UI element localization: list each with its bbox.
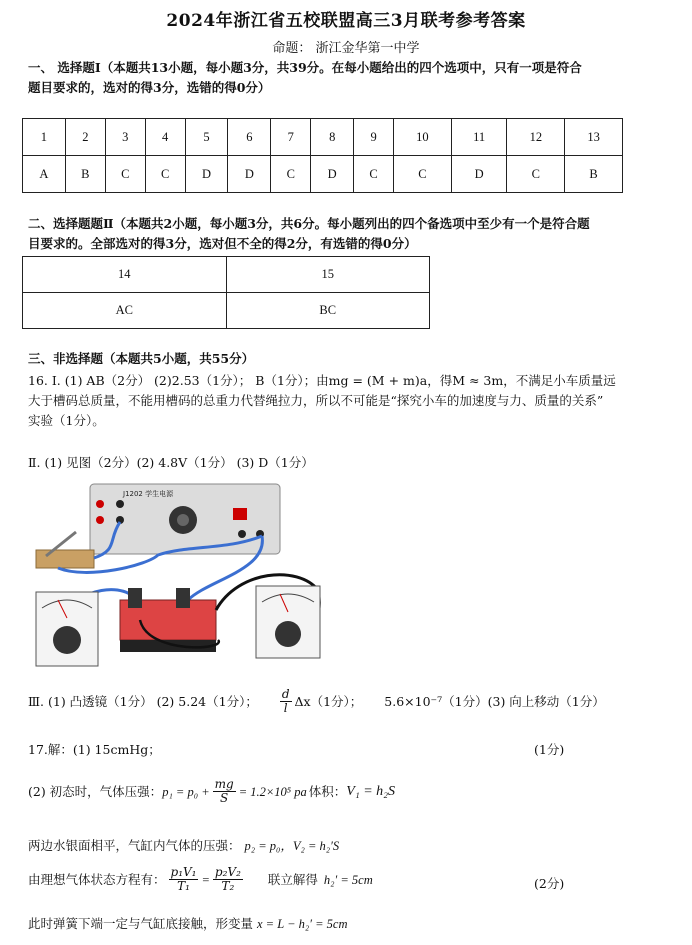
fraction-numerator: p₂V₂: [214, 865, 241, 879]
q-answer: C: [354, 156, 394, 193]
section3-heading: 三、非选择题（本题共5小题，共55分）: [28, 351, 255, 366]
section1-heading-line2: 题目要求的，选对的得3分，选错的得0分）: [28, 80, 271, 95]
equation-p2-v2: p₂ = p₀，V₂ = h₂′S: [244, 839, 340, 853]
q-answer: B: [65, 156, 105, 193]
q16-part3: [28, 688, 605, 715]
q16-part1-line2: 大于槽码总质量，不能用槽码的总重力代替绳拉力，所以不可能是“探究小车的加速度与力、质量的关系”: [28, 393, 604, 408]
section1-answer-table: [22, 118, 623, 193]
q17-part5: [28, 914, 348, 934]
q-answer: D: [451, 156, 507, 193]
q-answer: C: [394, 156, 452, 193]
fraction-d-over-l: [280, 688, 292, 715]
q17-part3: [28, 836, 339, 856]
section2-heading-line2: 目要求的。全部选对的得3分，选对但不全的得2分，有选错的得0分）: [28, 236, 417, 251]
circuit-photo: [28, 480, 328, 670]
fraction-denominator: T₂: [221, 879, 235, 893]
q17-part1-score: (1分): [534, 742, 565, 757]
q16-part3-c: 5.6×10⁻⁷（1分）(3) 向上移动（1分）: [384, 693, 605, 709]
q-answer: B: [565, 156, 623, 193]
section2-answer-row: [23, 293, 430, 329]
q17-part4-score: (2分): [534, 876, 565, 891]
q16-part3-a: Ⅲ. (1) 凸透镜（1分） (2) 5.24（1分）；: [28, 693, 258, 709]
power-supply-label: J1202 学生电源: [123, 490, 174, 498]
q-number: 7: [271, 119, 311, 156]
q-answer: C: [271, 156, 311, 193]
fraction-denominator: S: [220, 791, 229, 805]
q17-part4-label: 由理想气体状态方程有：: [28, 871, 166, 887]
q-number: 2: [65, 119, 105, 156]
q-number: 11: [451, 119, 507, 156]
solve-label: 联立解得: [267, 871, 318, 887]
q17-part2-label: (2) 初态时，气体压强：: [28, 783, 163, 799]
q-answer: C: [145, 156, 185, 193]
q-answer: D: [311, 156, 354, 193]
q-answer: BC: [226, 293, 430, 329]
q-number: 10: [394, 119, 452, 156]
page-title: 2024年浙江省五校联盟高三3月联考参考答案: [166, 11, 526, 31]
fraction-numerator: mg: [214, 777, 234, 791]
q16-part1-line3: 实验（1分）。: [28, 413, 105, 428]
section2-heading-line1: 二、选择题题Ⅱ（本题共2小题，每小题3分，共6分。每小题列出的四个备选项中至少有一个是符合题: [28, 216, 590, 231]
q-answer: D: [228, 156, 271, 193]
volume-label: 体积：: [308, 783, 347, 799]
power-switch: [233, 508, 247, 520]
section1-number-row: [23, 119, 623, 156]
q17-part2: [28, 778, 395, 805]
terminal-red: [96, 500, 104, 508]
fraction-p1v1-over-t1: [169, 866, 199, 893]
q17-part1: 17.解：(1) 15cmHg；: [28, 742, 161, 757]
q-answer: C: [507, 156, 565, 193]
q-number: 1: [23, 119, 66, 156]
equation-p1-left: p₁ = p₀ +: [162, 784, 210, 799]
equation-p1-right: = 1.2×10⁵ pa: [238, 784, 307, 799]
q16-part3-b: Δx（1分）；: [294, 693, 363, 709]
q16-part2: Ⅱ. (1) 见图（2分）(2) 4.8V（1分） (3) D（1分）: [28, 455, 314, 470]
q-number: 9: [354, 119, 394, 156]
q-number: 13: [565, 119, 623, 156]
section2-answer-table: [22, 256, 430, 329]
q-answer: A: [23, 156, 66, 193]
section2-number-row: [23, 257, 430, 293]
q-number: 5: [185, 119, 228, 156]
q-number: 12: [507, 119, 565, 156]
knife-switch: [36, 550, 94, 568]
q-number: 4: [145, 119, 185, 156]
q-number: 14: [23, 257, 227, 293]
fraction-mg-over-s: [213, 778, 236, 805]
equation-deformation: x = L − h₂′ = 5cm: [257, 917, 348, 931]
terminal-red: [96, 516, 104, 524]
q16-part1-line1: 16. Ⅰ. (1) AB（2分） (2)2.53（1分）； B（1分）；由mg = (M + m)a，得M ≈ 3m，不满足小车质量远: [28, 373, 616, 388]
q-answer: C: [105, 156, 145, 193]
q-number: 15: [226, 257, 430, 293]
q17-part5-label: 此时弹簧下端一定与气缸底接触，形变量: [28, 916, 254, 931]
q-number: 8: [311, 119, 354, 156]
fraction-denominator: T₁: [177, 879, 190, 893]
q-answer: AC: [23, 293, 227, 329]
page-subtitle: 命题： 浙江金华第一中学: [272, 41, 420, 56]
q-number: 6: [228, 119, 271, 156]
section1-heading-line1: 一、 选择题Ⅰ（本题共13小题，每小题3分，共39分。在每小题给出的四个选项中，只有一项是符合: [28, 60, 582, 75]
fraction-p2v2-over-t2: [213, 866, 243, 893]
equation-h2-result: h₂′ = 5cm: [323, 872, 373, 887]
fraction-numerator: p₁V₁: [170, 865, 197, 879]
q-number: 3: [105, 119, 145, 156]
fraction-denominator: l: [283, 701, 288, 715]
section1-answer-row: [23, 156, 623, 193]
terminal-black: [116, 500, 124, 508]
fraction-numerator: d: [281, 687, 290, 701]
q17-part3-label: 两边水银面相平，气缸内气体的压强：: [28, 838, 241, 853]
q-answer: D: [185, 156, 228, 193]
equation-v1: V₁ = h₂S: [346, 783, 396, 799]
q17-part4: 由理想气体状态方程有： $\frac{\text{p₁V₁}}{\text{T₁}}$ = $\frac{\text{p₂V₂}}{\text{T₂}}$ 联立解得 h₂′ = 5cm: [28, 865, 373, 893]
